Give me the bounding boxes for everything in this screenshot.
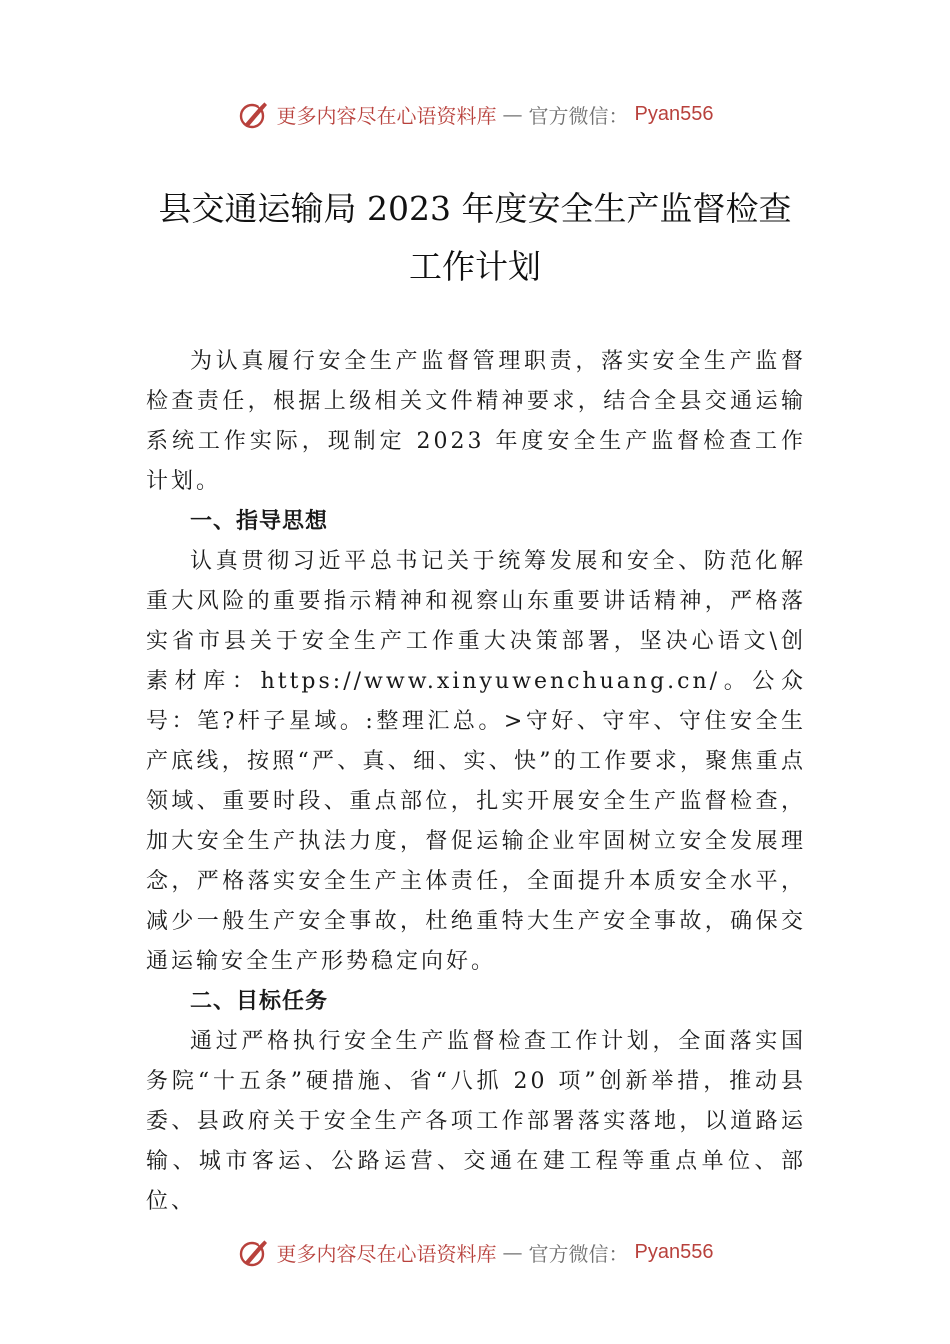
watermark-dash: — bbox=[502, 102, 523, 126]
quill-pen-logo-icon bbox=[237, 97, 271, 131]
header-watermark bbox=[0, 94, 950, 134]
watermark-account: Pyan556 bbox=[634, 102, 714, 125]
section-heading-guiding-ideology: 一、指导思想 bbox=[190, 509, 329, 534]
intro-paragraph: 为认真履行安全生产监督管理职责，落实安全生产监督检查责任，根据上级相关文件精神要求，结合全县交通运输系统工作实际，现制定 2023 年度安全生产监督检查工作计划。 bbox=[146, 349, 806, 494]
watermark-dash: — bbox=[502, 1240, 523, 1264]
section-heading-objectives: 二、目标任务 bbox=[190, 989, 329, 1014]
title-line-1: 县交通运输局 2023 年度安全生产监督检查 bbox=[158, 189, 792, 228]
footer-watermark bbox=[0, 1232, 950, 1272]
section-body-objectives: 通过严格执行安全生产监督检查工作计划，全面落实国务院“十五条”硬措施、省“八抓 20 项”创新举措，推动县委、县政府关于安全生产各项工作部署落实落地，以道路运输、城市客运、公路运营、交通在建工程等重点单位、部位、 bbox=[146, 1029, 806, 1214]
watermark-wechat-label: 官方微信： bbox=[528, 103, 629, 128]
watermark-slogan: 更多内容尽在心语资料库 bbox=[276, 1241, 497, 1266]
watermark-account: Pyan556 bbox=[634, 1240, 714, 1263]
quill-pen-logo-icon bbox=[237, 1235, 271, 1269]
title-line-2: 工作计划 bbox=[409, 247, 541, 286]
document-body bbox=[146, 342, 806, 1222]
watermark-wechat-label: 官方微信： bbox=[528, 1241, 629, 1266]
document-title bbox=[120, 180, 830, 296]
section-body-guiding-ideology: 认真贯彻习近平总书记关于统筹发展和安全、防范化解重大风险的重要指示精神和视察山东重要讲话精神，严格落实省市县关于安全生产工作重大决策部署，坚决心语文\创素材库：https://www.xinyuwenchuang.cn/。公众号：笔?杆子星域。:整理汇总。>守好、守牢、守住安全生产底线，按照“严、真、细、实、快”的工作要求，聚焦重点领域、重要时段、重点部位，扎实开展安全生产监督检查，加大安全生产执法力度，督促运输企业牢固树立安全发展理念，严格落实安全生产主体责任，全面提升本质安全水平，减少一般生产安全事故，杜绝重特大生产安全事故，确保交通运输安全生产形势稳定向好。 bbox=[146, 549, 806, 974]
watermark-slogan: 更多内容尽在心语资料库 bbox=[276, 103, 497, 128]
